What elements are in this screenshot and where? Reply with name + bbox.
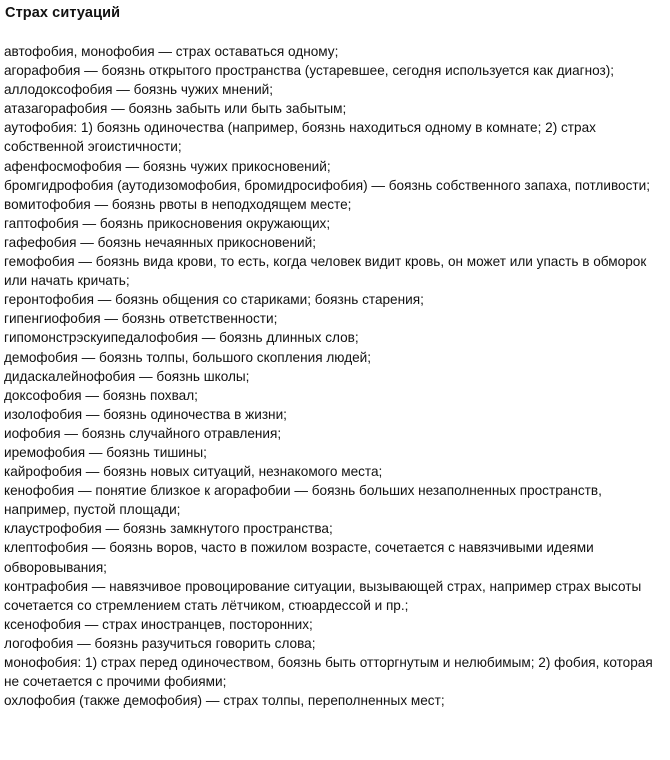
list-item: клаустрофобия — боязнь замкнутого пространства; [4, 521, 333, 537]
page-title: Страх ситуаций [5, 5, 121, 21]
list-item: кайрофобия — боязнь новых ситуаций, незнакомого места; [4, 464, 383, 480]
list-item: клептофобия — боязнь воров, часто в пожилом возрасте, сочетается с навязчивыми идеями обворовывания; [4, 540, 594, 575]
list-item: изолофобия — боязнь одиночества в жизни; [4, 406, 287, 422]
list-item: агорафобия — боязнь открытого пространства (устаревшее, сегодня используется как диагноз); [4, 63, 615, 79]
list-item: аллодоксофобия — боязнь чужих мнений; [4, 82, 274, 98]
list-item: афенфосмофобия — боязнь чужих прикосновений; [4, 158, 331, 174]
list-item: иофобия — боязнь случайного отравления; [4, 425, 282, 441]
list-item: демофобия — боязнь толпы, большого скопления людей; [4, 349, 372, 365]
list-item: вомитофобия — боязнь рвоты в неподходящем месте; [4, 196, 352, 212]
list-item: иремофобия — боязнь тишины; [4, 444, 207, 460]
list-item: гемофобия — боязнь вида крови, то есть, когда человек видит кровь, он может или упасть в обморок или начать кричать; [4, 254, 647, 289]
list-item: аутофобия: 1) боязнь одиночества (например, боязнь находиться одному в комнате; 2) страх собственной эгоистичности; [4, 120, 596, 155]
list-item: гипомонстрэскуипедалофобия — боязнь длинных слов; [4, 330, 359, 346]
list-item: автофобия, монофобия — страх оставаться одному; [4, 44, 339, 59]
list-item: логофобия — боязнь разучиться говорить слова; [4, 635, 316, 651]
list-item: монофобия: 1) страх перед одиночеством, боязнь быть отторгнутым и нелюбимым; 2) фобия, которая не сочетается с прочими фобиями; [4, 655, 653, 690]
list-item: ксенофобия — страх иностранцев, посторонних; [4, 616, 313, 632]
list-item: геронтофобия — боязнь общения со стариками; боязнь старения; [4, 292, 424, 308]
list-item: доксофобия — боязнь похвал; [4, 387, 198, 403]
list-item: гипенгиофобия — боязнь ответственности; [4, 311, 278, 327]
list-item: бромгидрофобия (аутодизомофобия, бромидросифобия) — боязнь собственного запаха, потливости; [4, 177, 650, 193]
list-item: кенофобия — понятие близкое к агорафобии — боязнь больших незаполненных пространств, например, пустой площади; [4, 483, 602, 518]
list-item: гаптофобия — боязнь прикосновения окружающих; [4, 215, 331, 231]
list-item: контрафобия — навязчивое провоцирование ситуации, вызывающей страх, например страх высоты сочетается со стремлением стать лётчиком, стюардессой и пр.; [4, 578, 642, 613]
list-item: дидаскалейнофобия — боязнь школы; [4, 368, 250, 384]
list-item: гафефобия — боязнь нечаянных прикосновений; [4, 234, 317, 250]
list-item: охлофобия (также демофобия) — страх толпы, переполненных мест; [4, 693, 445, 709]
list-item: атазагорафобия — боязнь забыть или быть забытым; [4, 101, 347, 117]
phobia-list [4, 42, 660, 710]
